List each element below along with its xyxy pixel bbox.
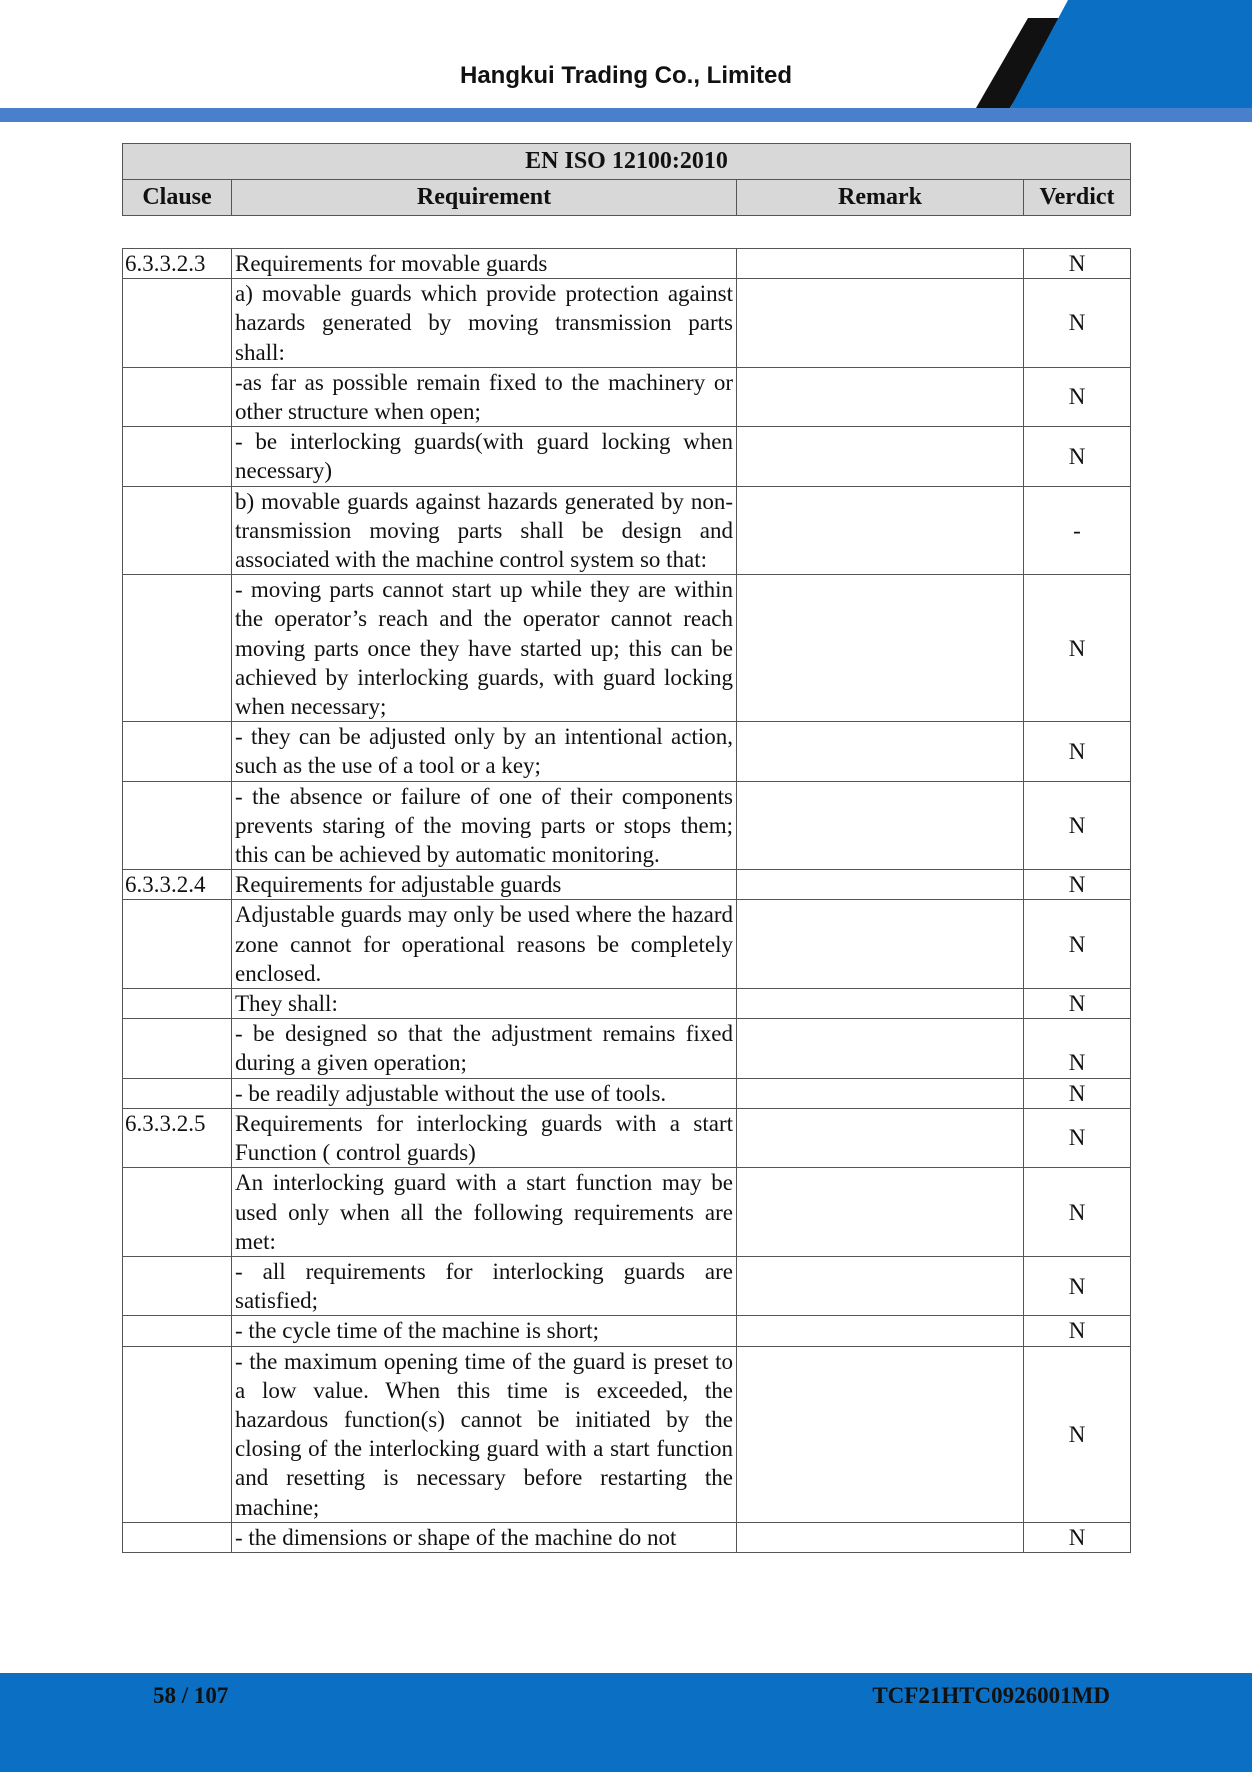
- table-row: [123, 575, 1131, 722]
- remark-cell: [737, 989, 1024, 1019]
- clause-cell: 6.3.3.2.3: [123, 249, 232, 279]
- remark-cell: [737, 279, 1024, 368]
- clause-cell: [123, 1078, 232, 1108]
- verdict-cell: N: [1024, 900, 1131, 989]
- requirement-cell: - they can be adjusted only by an intentional action, such as the use of a tool or a key;: [232, 722, 737, 781]
- verdict-cell: N: [1024, 1108, 1131, 1167]
- requirement-cell: - moving parts cannot start up while they are within the operator’s reach and the operator cannot reach moving parts once they have started up; this can be achieved by interlocking guards, with guard locking when necessary;: [232, 575, 737, 722]
- clause-cell: [123, 486, 232, 575]
- table-row: [123, 1019, 1131, 1078]
- remark-cell: [737, 249, 1024, 279]
- column-header-clause: Clause: [123, 180, 232, 216]
- verdict-cell: -: [1024, 486, 1131, 575]
- requirement-cell: a) movable guards which provide protection against hazards generated by moving transmission parts shall:: [232, 279, 737, 368]
- verdict-cell: N: [1024, 989, 1131, 1019]
- table-row: [123, 1256, 1131, 1315]
- verdict-cell: N: [1024, 575, 1131, 722]
- clause-cell: [123, 1019, 232, 1078]
- requirement-cell: - be interlocking guards(with guard locking when necessary): [232, 427, 737, 486]
- requirement-cell: - be readily adjustable without the use of tools.: [232, 1078, 737, 1108]
- requirement-cell: - the absence or failure of one of their components prevents staring of the moving parts or stops them; this can be achieved by automatic monitoring.: [232, 781, 737, 870]
- standard-header-table: [122, 143, 1131, 216]
- table-row: [123, 722, 1131, 781]
- verdict-cell: N: [1024, 1078, 1131, 1108]
- requirement-cell: - all requirements for interlocking guards are satisfied;: [232, 1256, 737, 1315]
- requirement-cell: Requirements for movable guards: [232, 249, 737, 279]
- table-row: [123, 249, 1131, 279]
- requirement-cell: Requirements for adjustable guards: [232, 870, 737, 900]
- requirement-cell: - the cycle time of the machine is short;: [232, 1316, 737, 1346]
- clause-cell: [123, 722, 232, 781]
- table-row: [123, 1108, 1131, 1167]
- column-header-verdict: Verdict: [1024, 180, 1131, 216]
- remark-cell: [737, 900, 1024, 989]
- remark-cell: [737, 1019, 1024, 1078]
- table-row: [123, 279, 1131, 368]
- verdict-cell: N: [1024, 870, 1131, 900]
- header-bar: [0, 108, 1252, 122]
- verdict-cell: N: [1024, 1522, 1131, 1552]
- remark-cell: [737, 870, 1024, 900]
- table-row: [123, 870, 1131, 900]
- requirement-cell: An interlocking guard with a start function may be used only when all the following requirements are met:: [232, 1168, 737, 1257]
- column-header-remark: Remark: [737, 180, 1024, 216]
- clause-cell: [123, 900, 232, 989]
- clause-cell: [123, 1168, 232, 1257]
- table-row: [123, 1078, 1131, 1108]
- requirement-cell: - be designed so that the adjustment remains fixed during a given operation;: [232, 1019, 737, 1078]
- remark-cell: [737, 427, 1024, 486]
- verdict-cell: N: [1024, 781, 1131, 870]
- remark-cell: [737, 367, 1024, 426]
- table-row: [123, 781, 1131, 870]
- verdict-cell: N: [1024, 1168, 1131, 1257]
- verdict-cell: N: [1024, 279, 1131, 368]
- remark-cell: [737, 1108, 1024, 1167]
- clause-cell: [123, 1522, 232, 1552]
- verdict-cell: N: [1024, 1316, 1131, 1346]
- remark-cell: [737, 486, 1024, 575]
- clause-cell: 6.3.3.2.5: [123, 1108, 232, 1167]
- remark-cell: [737, 781, 1024, 870]
- clause-cell: [123, 1316, 232, 1346]
- verdict-cell: N: [1024, 1346, 1131, 1522]
- table-row: [123, 989, 1131, 1019]
- remark-cell: [737, 1078, 1024, 1108]
- standard-title: EN ISO 12100:2010: [123, 144, 1131, 180]
- table-row: [123, 427, 1131, 486]
- clause-cell: [123, 781, 232, 870]
- table-row: [123, 486, 1131, 575]
- table-row: [123, 1168, 1131, 1257]
- clause-cell: [123, 279, 232, 368]
- table-row: [123, 1346, 1131, 1522]
- requirement-cell: Adjustable guards may only be used where the hazard zone cannot for operational reasons be completely enclosed.: [232, 900, 737, 989]
- clause-cell: 6.3.3.2.4: [123, 870, 232, 900]
- verdict-cell: N: [1024, 367, 1131, 426]
- table-row: [123, 1316, 1131, 1346]
- verdict-cell: N: [1024, 722, 1131, 781]
- requirement-cell: They shall:: [232, 989, 737, 1019]
- requirement-cell: Requirements for interlocking guards with a start Function ( control guards): [232, 1108, 737, 1167]
- page-number: 58 / 107: [153, 1683, 229, 1708]
- table-row: [123, 1522, 1131, 1552]
- requirements-table: [122, 248, 1131, 1553]
- company-name: Hangkui Trading Co., Limited: [459, 62, 792, 89]
- requirement-cell: -as far as possible remain fixed to the machinery or other structure when open;: [232, 367, 737, 426]
- table-row: [123, 900, 1131, 989]
- clause-cell: [123, 989, 232, 1019]
- remark-cell: [737, 1168, 1024, 1257]
- table-row: [123, 367, 1131, 426]
- remark-cell: [737, 575, 1024, 722]
- requirement-cell: - the dimensions or shape of the machine do not: [232, 1522, 737, 1552]
- remark-cell: [737, 1256, 1024, 1315]
- document-code: TCF21HTC0926001MD: [872, 1683, 1110, 1708]
- verdict-cell: N: [1024, 1256, 1131, 1315]
- clause-cell: [123, 575, 232, 722]
- clause-cell: [123, 1346, 232, 1522]
- clause-cell: [123, 1256, 232, 1315]
- verdict-cell: N: [1024, 1019, 1131, 1078]
- clause-cell: [123, 427, 232, 486]
- requirement-cell: - the maximum opening time of the guard is preset to a low value. When this time is exceeded, the hazardous function(s) cannot be initiated by the closing of the interlocking guard with a start function and resetting is necessary before restarting the machine;: [232, 1346, 737, 1522]
- verdict-cell: N: [1024, 427, 1131, 486]
- remark-cell: [737, 1522, 1024, 1552]
- column-header-requirement: Requirement: [232, 180, 737, 216]
- remark-cell: [737, 1346, 1024, 1522]
- clause-cell: [123, 367, 232, 426]
- remark-cell: [737, 722, 1024, 781]
- requirement-cell: b) movable guards against hazards generated by non-transmission moving parts shall be design and associated with the machine control system so that:: [232, 486, 737, 575]
- verdict-cell: N: [1024, 249, 1131, 279]
- remark-cell: [737, 1316, 1024, 1346]
